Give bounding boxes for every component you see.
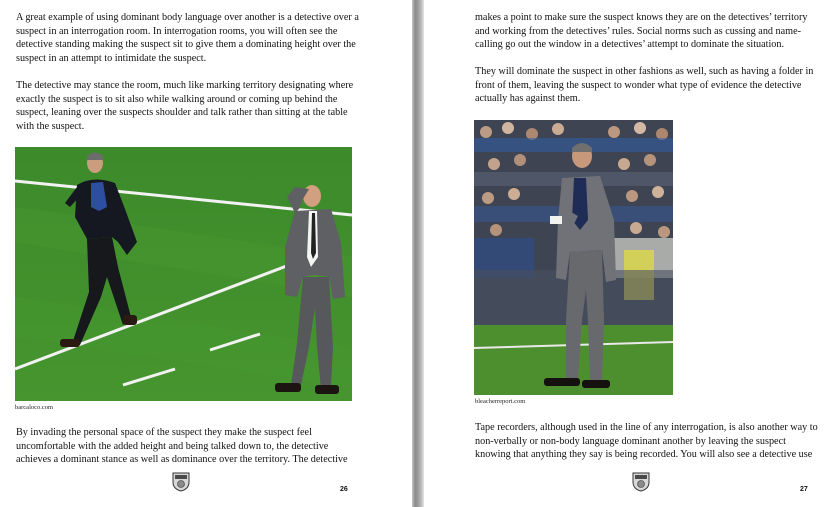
left-paragraph-2: The detective may stance the room, much like marking territory designating where exactly the suspect is to sit also while walking around or coming up behind the suspect, leaning over the suspects shoulder and talk rather than sitting at the table with the suspect. (16, 80, 354, 132)
crest-icon (632, 472, 650, 492)
coach-sideline-photo (474, 120, 673, 395)
football-coaches-photo (15, 147, 352, 401)
right-paragraph-1: makes a point to make sure the suspect knows they are on the detectives’ territory and working from the detectives’ rules. Social norms such as cussing and name-calling go out the window in a detectives’ attempt to dominate the situation. (475, 12, 808, 51)
right-image-caption: bleacherreport.com (475, 398, 526, 405)
left-paragraph-1: A great example of using dominant body language over another is a detective over a suspect in an interrogation room. In interrogation rooms, you will often see the detective standing making the suspect sit to give them a dominating height over the suspect in an attempt to intimidate the suspect. (16, 12, 359, 64)
left-image-caption: barcaloco.com (15, 404, 54, 411)
right-paragraph-2: They will dominate the suspect in other fashions as well, such as having a folder in front of them, leaving the suspect to wonder what type of evidence the detective actually has against them. (475, 66, 814, 105)
book-gutter (412, 0, 424, 507)
left-page (0, 0, 412, 507)
left-page-number: 26 (340, 486, 348, 493)
right-paragraph-3: Tape recorders, although used in the line of any interrogation, is also another way to non-verbally or non-body language dominant another by leaving the suspect knowing that anything they say is being recorded. You will also see a detective use (475, 422, 818, 461)
crest-icon (172, 472, 190, 492)
left-paragraph-3: By invading the personal space of the suspect they make the suspect feel uncomfortable with the added height and being talked down to, the detective achieves a dominant stance as well as dominance over the territory. The detective (16, 427, 348, 466)
right-page (424, 0, 835, 507)
right-page-number: 27 (800, 486, 808, 493)
